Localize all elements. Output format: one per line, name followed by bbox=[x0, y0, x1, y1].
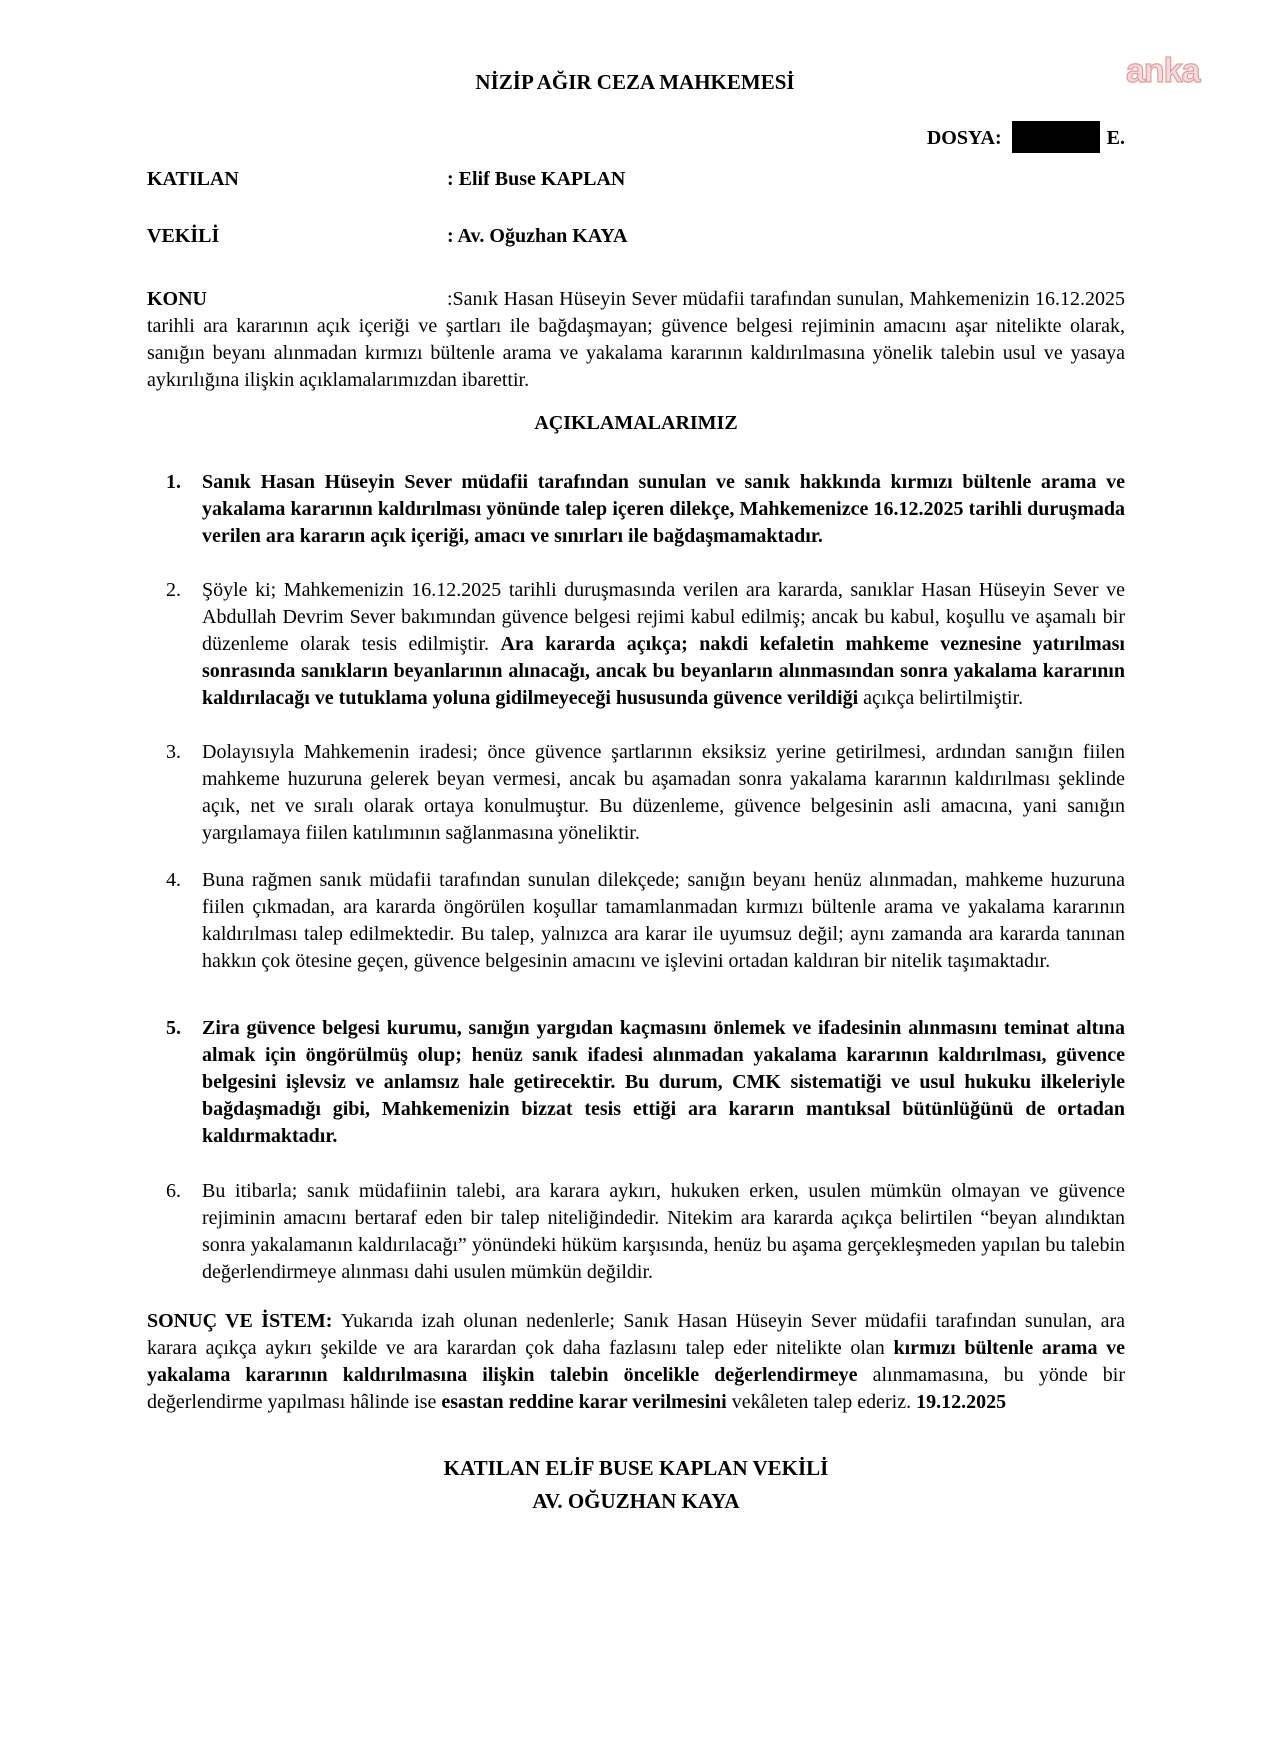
dosya-label: DOSYA: bbox=[926, 127, 1002, 149]
signature-line-1: KATILAN ELİF BUSE KAPLAN VEKİLİ bbox=[443, 1456, 829, 1480]
item-number: 3. bbox=[166, 741, 181, 763]
redaction-box bbox=[1012, 121, 1100, 153]
item-text: Buna rağmen sanık müdafii tarafından sunulan dilekçede; sanığın beyanı henüz alınmadan, mahkeme huzuruna fiilen çıkmadan, ara kararda öngörülen koşullar tamamlanmadan kırmızı bültenle arama ve yakalama kararının kaldırılması talep edilmektedir. Bu talep, yalnızca ara karar ile uyumsuz değil; aynı zamanda ara kararda tanınan hakkın çok ötesine geçen, güvence belgesinin amacını ve işlevini ortadan kaldıran bir nitelik taşımaktadır. bbox=[202, 869, 1125, 972]
dosya-suffix: E. bbox=[1106, 127, 1125, 149]
section-heading: AÇIKLAMALARIMIZ bbox=[534, 412, 738, 434]
item-number: 5. bbox=[166, 1017, 181, 1039]
list-item-3 bbox=[147, 739, 1125, 847]
party-value: : Elif Buse KAPLAN bbox=[447, 168, 626, 190]
signature-block bbox=[147, 1452, 1125, 1518]
item-text: Bu itibarla; sanık müdafiinin talebi, ara karara aykırı, hukuken erken, usulen mümkün olmayan ve güvence rejiminin amacını bertaraf eden bir talep niteliğindedir. Nitekim ara kararda açıkça belirtilen “beyan alındıktan sonra yakalamanın kaldırılacağı” yönündeki hüküm karşısında, henüz bu aşama gerçekleşmeden yapılan bu talebin değerlendirmeye alınması dahi usulen mümkün değildir. bbox=[202, 1180, 1125, 1283]
konu-label: KONU bbox=[147, 288, 207, 310]
party-label: KATILAN bbox=[147, 168, 239, 190]
party-row-vekili bbox=[147, 223, 1125, 250]
list-item-4 bbox=[147, 867, 1125, 975]
party-row-katilan bbox=[147, 166, 1125, 193]
anka-watermark: anka bbox=[1126, 52, 1200, 90]
party-value: : Av. Oğuzhan KAYA bbox=[447, 225, 628, 247]
item-text: Sanık Hasan Hüseyin Sever müdafii tarafından sunulan ve sanık hakkında kırmızı bültenle arama ve yakalama kararının kaldırılması yönünde talep içeren dilekçe, Mahkemenizce 16.12.2025 tarihli duruşmada verilen ara kararın açık içeriği, amacı ve sınırları ile bağdaşmamaktadır. bbox=[202, 471, 1125, 547]
konu-text: :Sanık Hasan Hüseyin Sever müdafii tarafından sunulan, Mahkemenizin 16.12.2025 tarihli ara kararının açık içeriği ve şartları ile bağdaşmayan; güvence belgesi rejiminin amacını aşar nitelikte olarak, sanığın beyanı alınmadan kırmızı bültenle arama ve yakalama kararının kaldırılmasına yönelik talebin usul ve yasaya aykırılığına ilişkin açıklamalarımızdan ibarettir. bbox=[147, 288, 1125, 391]
list-item-2 bbox=[147, 577, 1125, 712]
conclusion-paragraph: SONUÇ VE İSTEM: Yukarıda izah olunan nedenlerle; Sanık Hasan Hüseyin Sever müdafii tarafından sunulan, ara karara açıkça aykırı şekilde ve ara karardan çok daha fazlasını talep eder nitelikte olan kırmızı bültenle arama ve yakalama kararının kaldırılmasına ilişkin talebin öncelikle değerlendirmeye alınmamasına, bu yönde bir değerlendirme yapılması hâlinde ise esastan reddine karar verilmesini vekâleten talep ederiz. 19.12.2025 bbox=[147, 1310, 1126, 1413]
case-file-line bbox=[147, 120, 1125, 156]
signature-line-2: AV. OĞUZHAN KAYA bbox=[532, 1489, 740, 1513]
item-text: Dolayısıyla Mahkemenin iradesi; önce güvence şartlarının eksiksiz yerine getirilmesi, ardından sanığın fiilen mahkeme huzuruna gelerek beyan vermesi, ancak bu aşamadan sonra yakalama kararının kaldırılması şeklinde açık, net ve sıralı olarak ortaya konulmuştur. Bu düzenleme, güvence belgesinin asli amacına, yani sanığın yargılamaya fiilen katılımının sağlanmasına yöneliktir. bbox=[202, 741, 1125, 844]
item-text: Zira güvence belgesi kurumu, sanığın yargıdan kaçmasını önlemek ve ifadesinin alınmasını teminat altına almak için öngörülmüş olup; henüz sanık ifadesi alınmadan yakalama kararının kaldırılması, güvence belgesini işlevsiz ve anlamsız hale getirecektir. Bu durum, CMK sistematiği ve usul hukuku ilkeleriyle bağdaşmadığı gibi, Mahkemenizin bizzat tesis ettiği ara kararın mantıksal bütünlüğünü de ortadan kaldırmaktadır. bbox=[202, 1017, 1125, 1147]
list-item-5 bbox=[147, 1015, 1125, 1150]
item-number: 2. bbox=[166, 579, 181, 601]
item-text: Şöyle ki; Mahkemenizin 16.12.2025 tarihli duruşmasında verilen ara kararda, sanıklar Hasan Hüseyin Sever ve Abdullah Devrim Sever bakımından güvence belgesi rejimi kabul edilmiş; ancak bu kabul, koşullu ve aşamalı bir düzenleme olarak tesis edilmiştir. Ara kararda açıkça; nakdi kefaletin mahkeme veznesine yatırılması sonrasında sanıkların beyanlarının alınacağı, ancak bu beyanların alınmasından sonra yakalama kararının kaldırılacağı ve tutuklama yoluna gidilmeyeceği hususunda güvence verildiği açıkça belirtilmiştir. bbox=[202, 579, 1125, 709]
item-number: 4. bbox=[166, 869, 181, 891]
court-title: NİZİP AĞIR CEZA MAHKEMESİ bbox=[475, 70, 795, 94]
item-number: 1. bbox=[166, 471, 181, 493]
konu-paragraph bbox=[147, 286, 1125, 394]
list-item-6 bbox=[147, 1178, 1125, 1286]
party-label: VEKİLİ bbox=[147, 225, 220, 247]
list-item-1 bbox=[147, 469, 1125, 550]
item-number: 6. bbox=[166, 1180, 181, 1202]
